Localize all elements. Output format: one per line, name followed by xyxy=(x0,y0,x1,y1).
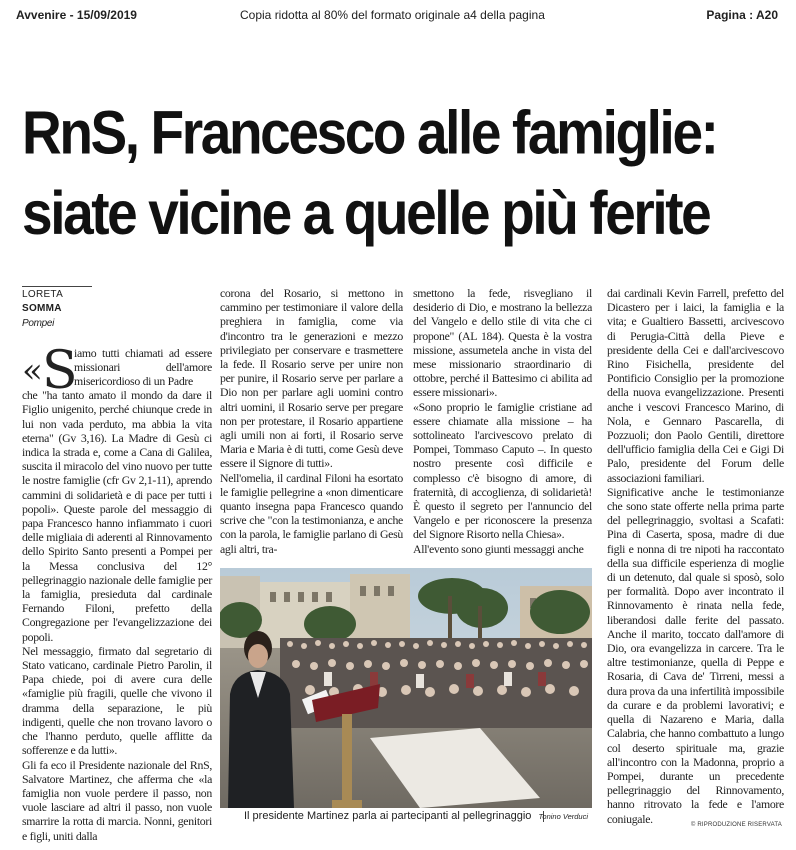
article-column-4 xyxy=(607,286,784,826)
dateline-place: Pompei xyxy=(22,318,55,330)
article-headline xyxy=(22,92,782,253)
copy-note: Copia ridotta al 80% del formato originale a4 della pagina xyxy=(240,8,545,22)
page-number: Pagina : A20 xyxy=(706,8,778,22)
crowd-photo-illustration xyxy=(220,568,592,808)
lead-text-a: iamo tutti chiamati ad essere missionari dell'amore misericordioso di un Padre xyxy=(74,345,212,389)
opening-quote-mark: « xyxy=(22,350,43,391)
article-column-1 xyxy=(22,286,212,843)
paragraph: Nel messaggio, firmato dal segretario di Stato vaticano, cardinale Pietro Parolin, il Papa chiede, poi di avere cura delle «famiglie più fragili, quelle che vivono il dramma della separazione, le più indigenti, quelle che non trovano lavoro o che l'hanno perduto, quelle afflitte da sofferenze e da lutti». xyxy=(22,643,212,758)
article-column-2 xyxy=(220,286,403,561)
paragraph: All'evento sono giunti messaggi anche xyxy=(413,541,584,556)
page-header xyxy=(16,8,780,26)
photo-credit: Tonino Verduci xyxy=(538,812,588,821)
paragraph: Significative anche le testimonianze che sono state offerte nella prima parte del pellegrinaggio, svoltasi a Scafati: Pina di Caserta, sposa, madre di due figli e nonna di tre nipoti ha raccontato della sua difficile esperienza di moglie di un detenuto, dal quale si sposò, solo per formalità. Dopo aver incontrato il Rinnovamento è rinata nella fede, liberandosi dalle ferite del passato. Anche il marito, toccato dall'amore di Dio, ora evangelizza in carcere. Tra le altre testimonianze, quella di Peppe e Rosaria, di Cava de' Tirreni, messi a dura prova da una infertilità impossibile da curare e da problemi lavorativi; e quella di Nazareno e Maria, dalla Calabria, che hanno combattuto a lungo col deserto spirituale ma, grazie all'incontro con la Madonna, proprio a Pompei, durante un precedente pellegrinaggio del Rinnovamento, hanno ritrovato la fede e l'amore coniugale. xyxy=(607,484,784,826)
photo-caption xyxy=(220,809,592,825)
lead-paragraph-start xyxy=(22,340,212,401)
drop-cap-letter: S xyxy=(42,340,78,401)
paragraph: Nell'omelia, il cardinal Filoni ha esortato le famiglie pellegrine a «non dimenticare quanto insegna papa Francesco quando scrive che "con la testimonianza, e anche con la parola, le famiglie parlano di Gesù agli altri, tra- xyxy=(220,470,403,556)
author-byline: LORETA SOMMA xyxy=(22,286,92,316)
headline-line-2: siate vicine a quelle più ferite xyxy=(22,178,710,248)
headline-line-1: RnS, Francesco alle famiglie: xyxy=(22,97,717,168)
author-surname: SOMMA xyxy=(22,303,62,315)
paragraph: Gli fa eco il Presidente nazionale del RnS, Salvatore Martinez, che afferma che «la famiglia non vuole perdere il passo, non vuole lasciare ad altri il passo, non vuole smarrire la rotta di marcia. Nonni, genitori e figli, uniti dalla xyxy=(22,757,212,843)
paragraph: «Sono proprio le famiglie cristiane ad essere chiamate alla missione – ha sottolineato l'arcivescovo prelato di Pompei, Tommaso Caputo –. In questo nostro presente così difficile e complesso c'è bisogno di amore, di fraternità, di accoglienza, di solidarietà! È questo il segreto per l'annuncio del Vangelo e per riconoscere la presenza del Signore Risorto nella Chiesa». xyxy=(413,399,592,542)
article-column-3 xyxy=(413,286,592,561)
paragraph: dai cardinali Kevin Farrell, prefetto del Dicastero per i laici, la famiglia e la vita; e Gualtiero Bassetti, arcivescovo di Perugia-Città della Pieve e presidente della Cei e dall'arcivescovo Rino Fisichella, presidente del Pontificio Consiglio per la promozione della nuova evangelizzazione. Presenti anche i vescovi Francesco Marino, di Nola, e Gennaro Pascarella, di Pozzuoli; don Paolo Gentili, direttore dell'ufficio famiglia della Cei e Gigi Di Palo, presidente del Forum delle associazioni familiari. xyxy=(607,286,784,485)
lead-text-b: che "ha tanto amato il mondo da dare il Figlio unigenito, perché chiunque crede in lui non vada perduto, ma abbia la vita eterna" (Gv 3,16). La Madre di Gesù ci indica la strada e, come a Cana di Galilea, suscita il miracolo del vino nuovo per tutte le nostre famiglie (cfr Gv 2,1-11), aprendo cammini di solidarietà e di pace per tutti i popoli». Queste parole del messaggio di papa Francesco hanno infiammato i cuori delle migliaia di aderenti al Rinnovamento dello Spirito Santo presenti a Pompei per la Messa conclusiva del 12° pellegrinaggio nazionale delle famiglie per la famiglia, presieduta dal cardinale Fernando Filoni, prefetto della Congregazione per l'evangelizzazione dei popoli. xyxy=(22,388,212,644)
caption-text: Il presidente Martinez parla ai partecipanti al pellegrinaggio xyxy=(244,810,532,822)
newspaper-date: Avvenire - 15/09/2019 xyxy=(16,8,137,22)
paragraph: corona del Rosario, si mettono in cammino per testimoniare il valore della preghiera in famiglia, come via d'incontro tra le generazioni e mezzo privilegiato per conservare e trasmettere la fede. Il Rosario serve per unire non per punire, il Rosario serve per parlare a Dio non per parlare agli uomini contro altri uomini, il Rosario serve per pregare non per protestare, il Rosario appartiene agli umili non ai forti, il Rosario serve Maria e Maria è di tutti, come Gesù deve essere il Signore di tutti». xyxy=(220,286,403,471)
article-photo xyxy=(220,568,592,808)
paragraph: smettono la fede, risvegliano il desiderio di Dio, e mostrano la bellezza del Vangelo e dello stile di vita che ci propone" (AL 184). Questa è la vostra missione, assumetela anche in vista del mese missionario straordinario di ottobre, perché il Battesimo ci abilita ad essere missionari». xyxy=(413,286,592,400)
copyright-notice: © RIPRODUZIONE RISERVATA xyxy=(690,822,782,828)
